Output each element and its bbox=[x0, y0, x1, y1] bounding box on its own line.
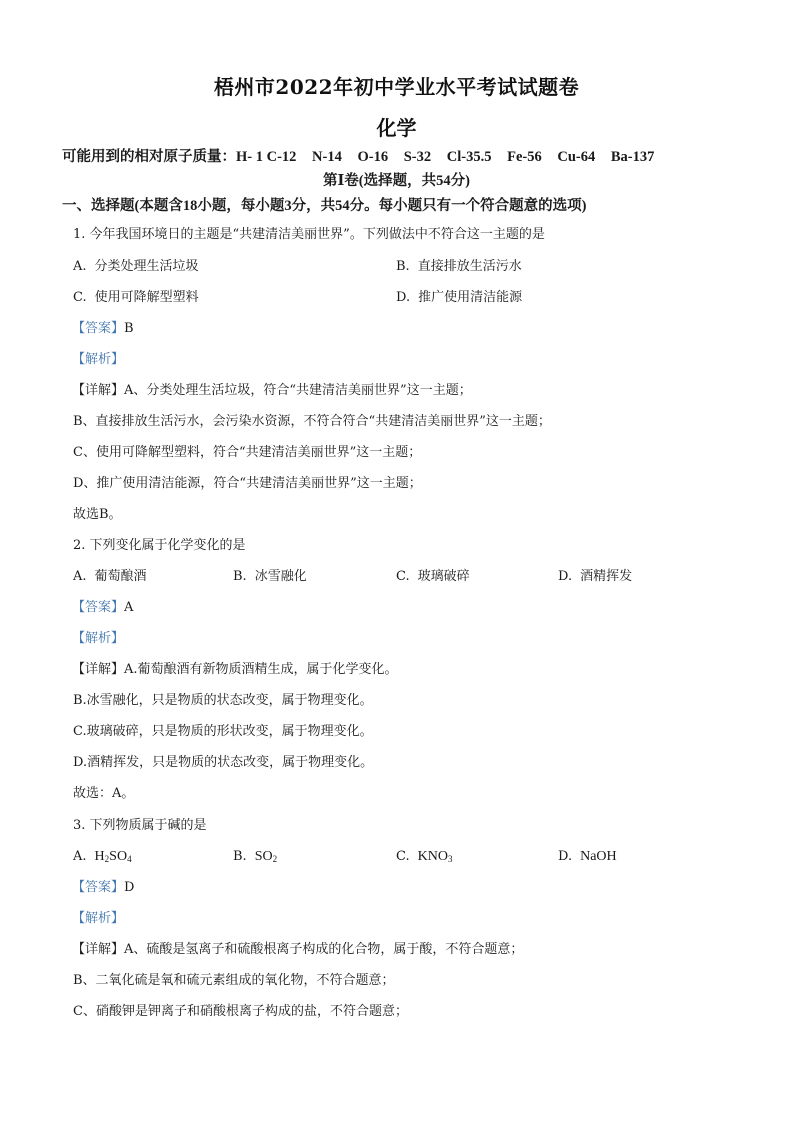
detail-line: B、直接排放生活污水，会污染水资源，不符合符合“共建清洁美丽世界”这一主题； bbox=[73, 414, 551, 429]
detail-line: 【详解】A、硫酸是氢离子和硫酸根离子构成的化合物，属于酸，不符合题意； bbox=[72, 942, 524, 957]
detail-label: 【详解】 bbox=[72, 383, 125, 398]
atomic-mass-item: N-14 bbox=[312, 149, 342, 165]
answer-value: A bbox=[124, 600, 134, 615]
option-d: D. 酒精挥发 bbox=[558, 569, 633, 584]
option-c: C. $KNO_3$ bbox=[396, 849, 453, 864]
detail-line: D、推广使用清洁能源，符合“共建清洁美丽世界”这一主题； bbox=[73, 476, 422, 491]
section-title: 一、选择题(本题含18小题，每小题3分，共54分。每小题只有一个符合题意的选项) bbox=[62, 198, 587, 214]
answer-value: B bbox=[124, 321, 134, 336]
analysis-label: 【解析】 bbox=[72, 352, 125, 367]
atomic-mass-item: Cu-64 bbox=[557, 149, 596, 165]
detail-line: D.酒精挥发，只是物质的状态改变，属于物理变化。 bbox=[73, 755, 374, 770]
detail-line: B.冰雪融化，只是物质的状态改变，属于物理变化。 bbox=[73, 693, 373, 708]
question-stem: 1. 今年我国环境日的主题是“共建清洁美丽世界”。下列做法中不符合这一主题的是 bbox=[73, 227, 545, 242]
option-d: D. NaOH bbox=[558, 849, 617, 864]
formula-so2: $SO_2$ bbox=[254, 849, 278, 864]
detail-label: 【详解】 bbox=[72, 942, 125, 957]
formula-h2so4: $H_2SO_4$ bbox=[94, 849, 132, 864]
answer-value: D bbox=[124, 880, 135, 895]
answer-label: 【答案】 bbox=[72, 880, 125, 895]
analysis-label: 【解析】 bbox=[72, 911, 125, 926]
atomic-mass-item: Cl-35.5 bbox=[446, 149, 492, 165]
conclusion: 故选：A。 bbox=[73, 786, 135, 801]
answer-line bbox=[72, 600, 133, 616]
subject-title: 化学 bbox=[376, 116, 417, 140]
formula-kno3: $KNO_3$ bbox=[417, 849, 453, 864]
detail-line: B、二氧化硫是氧和硫元素组成的氧化物，不符合题意； bbox=[73, 973, 395, 988]
atomic-mass-item: C-12 bbox=[266, 149, 297, 165]
atomic-mass-item: Ba-137 bbox=[610, 149, 655, 165]
atomic-mass-item: H- 1 bbox=[236, 149, 263, 165]
answer-label: 【答案】 bbox=[72, 600, 125, 615]
option-c: C. 使用可降解型塑料 bbox=[73, 290, 199, 305]
detail-line: C、使用可降解型塑料，符合“共建清洁美丽世界”这一主题； bbox=[73, 445, 422, 460]
detail-line: C.玻璃破碎，只是物质的形状改变，属于物理变化。 bbox=[73, 724, 373, 739]
atomic-mass-item: Fe-56 bbox=[507, 149, 542, 165]
atomic-mass-label: 可能用到的相对原子质量： bbox=[62, 149, 236, 165]
detail-line: C、硝酸钾是钾离子和硝酸根离子构成的盐，不符合题意； bbox=[73, 1004, 408, 1019]
analysis-label: 【解析】 bbox=[72, 631, 125, 646]
atomic-mass-item: S-32 bbox=[403, 149, 432, 165]
option-a: A. $H_2SO_4$ bbox=[73, 849, 132, 864]
exam-title: 梧州市2022年初中学业水平考试试题卷 bbox=[213, 75, 580, 99]
question-stem: 2. 下列变化属于化学变化的是 bbox=[73, 538, 246, 553]
option-b: B. 直接排放生活污水 bbox=[396, 259, 522, 274]
question-stem: 3. 下列物质属于碱的是 bbox=[73, 818, 207, 833]
option-b: B. 冰雪融化 bbox=[233, 569, 307, 584]
answer-label: 【答案】 bbox=[72, 321, 125, 336]
atomic-mass-line bbox=[62, 149, 654, 165]
answer-line bbox=[72, 880, 134, 896]
formula-naoh: NaOH bbox=[580, 849, 617, 864]
option-c: C. 玻璃破碎 bbox=[396, 569, 470, 584]
option-a: A. 分类处理生活垃圾 bbox=[73, 259, 199, 274]
answer-line bbox=[72, 321, 134, 337]
option-a: A. 葡萄酿酒 bbox=[73, 569, 147, 584]
conclusion: 故选B。 bbox=[73, 507, 122, 522]
atomic-mass-item: O-16 bbox=[357, 149, 389, 165]
detail-line: 【详解】A、分类处理生活垃圾，符合“共建清洁美丽世界”这一主题； bbox=[72, 383, 472, 398]
option-b: B. $SO_2$ bbox=[233, 849, 278, 864]
option-d: D. 推广使用清洁能源 bbox=[396, 290, 523, 305]
detail-label: 【详解】 bbox=[72, 662, 125, 677]
detail-line: 【详解】A.葡萄酿酒有新物质酒精生成，属于化学变化。 bbox=[72, 662, 398, 677]
volume-title: 第Ⅰ卷(选择题，共54分) bbox=[323, 173, 470, 189]
